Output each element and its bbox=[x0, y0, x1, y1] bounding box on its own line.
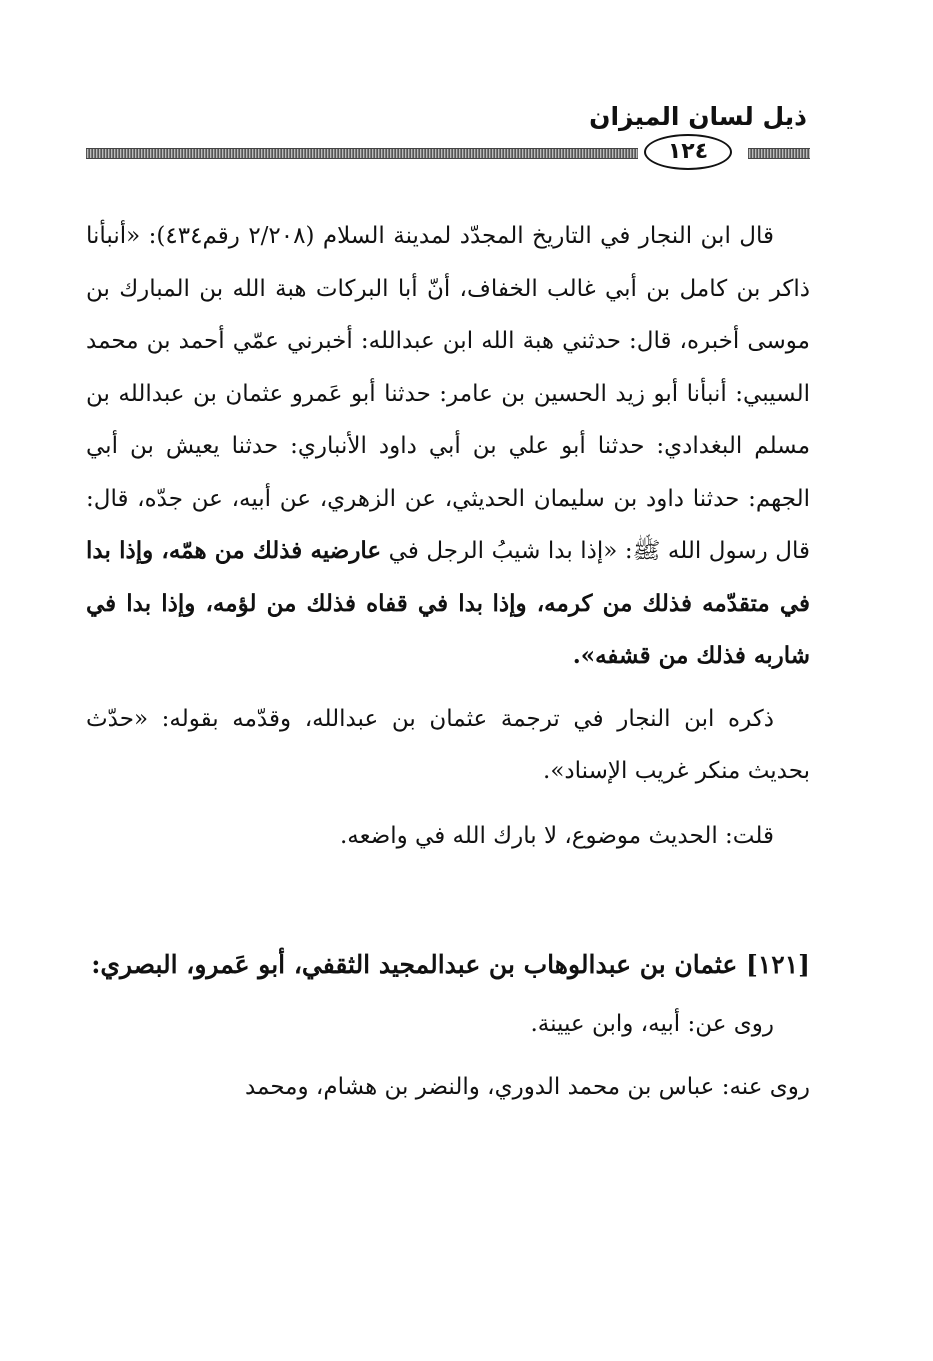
text-line: البغدادي: حدثنا أبو علي بن أبي داود الأنباري: حدثنا يعيش بن bbox=[129, 433, 743, 459]
text-line: بدا في قفاه فذلك من لؤمه، وإذا بدا في شاربه فذلك من قشفه». bbox=[86, 589, 810, 669]
text-line: عارضيه فذلك من همّه، وإذا بدا في متقدّمه فذلك من كرمه، وإذا bbox=[86, 537, 811, 617]
text-line: أبيه، عن جدّه، قال: قال رسول الله ﷺ: «إذا بدا شيبُ الرجل في bbox=[86, 485, 810, 564]
text-line: «حدّث بحديث منكر غريب الإسناد». bbox=[86, 705, 810, 784]
page-number: ١٢٤ bbox=[644, 134, 732, 170]
text-line: أبي الجهم: حدثنا داود بن سليمان الحديثي، عن الزهري، عن bbox=[86, 433, 810, 512]
paragraph-source-note bbox=[86, 693, 810, 798]
running-title: ذيل لسان الميزان bbox=[589, 102, 807, 131]
text-line: البركات هبة الله بن المبارك بن موسى أخبره، قال: حدثني هبة الله bbox=[86, 275, 811, 354]
header-rule-left bbox=[86, 148, 638, 159]
heading-line: عَمرو، البصري: bbox=[91, 950, 250, 979]
text-line: الحسين بن عامر: حدثنا أبو عَمرو عثمان بن عبدالله بن مسلم bbox=[86, 380, 811, 459]
page-header bbox=[0, 0, 933, 180]
entry-heading bbox=[86, 938, 810, 992]
text-line: قال ابن النجار في التاريخ المجدّد لمدينة السلام (٢/٢٠٨ bbox=[248, 223, 774, 249]
text-line: ابن عبدالله: أخبرني عمّي أحمد بن محمد السيبي: أنبأنا أبو زيد bbox=[86, 328, 810, 407]
page-body bbox=[86, 210, 810, 1113]
heading-line: [١٢١] عثمان بن عبدالوهاب بن عبدالمجيد الثقفي، أبو bbox=[258, 950, 810, 979]
text-line: ذكره ابن النجار في ترجمة عثمان بن عبدالله، وقدّمه بقوله: bbox=[161, 705, 774, 732]
header-rule-right bbox=[748, 148, 810, 159]
text-line: رقم٤٣٤): «أنبأنا ذاكر بن كامل بن أبي غالب الخفاف، أنّ أبا bbox=[86, 223, 811, 302]
paragraph-verdict: قلت: الحديث موضوع، لا بارك الله في واضعه. bbox=[339, 822, 774, 849]
narrated-by-line: روى عنه: عباس بن محمد الدوري، والنضر بن هشام، ومحمد bbox=[244, 1073, 810, 1100]
narrated-from-line: روى عن: أبيه، وابن عيينة. bbox=[530, 1011, 774, 1037]
paragraph-hadith-narration bbox=[86, 210, 810, 683]
